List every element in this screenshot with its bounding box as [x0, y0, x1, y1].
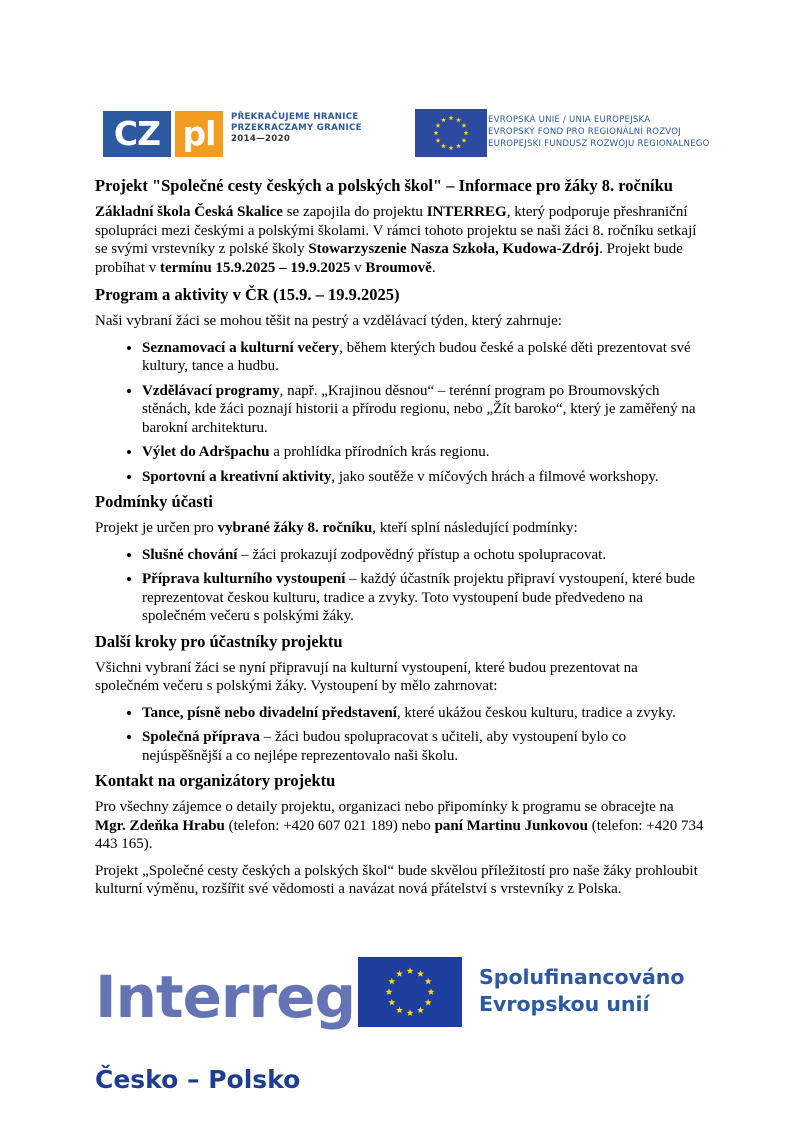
- program-list: [95, 339, 705, 487]
- program-lead: Naši vybraní žáci se mohou těšit na pestrý a vzdělávací týden, který zahrnuje:: [95, 313, 562, 329]
- conditions-heading: Podmínky účasti: [95, 492, 213, 511]
- czpl-line-cz: PŘEKRAČUJEME HRANICE: [231, 112, 359, 122]
- intro-paragraph: [95, 203, 705, 277]
- eu-cofinanced-text: [479, 964, 684, 1018]
- interreg-logo: Interreg: [95, 963, 355, 1031]
- conditions-lead-text-2: , kteří splní následující podmínky:: [372, 520, 578, 536]
- closing-paragraph: Projekt „Společné cesty českých a polských škol“ bude skvělou příležitostí pro naše žáky prohloubit kulturní výměnu, rozšířit své vědomosti a navázat nová přátelství s vrstevníky z Polska.: [95, 862, 698, 897]
- eu-flag-footer-icon: [358, 957, 462, 1027]
- czpl-line-pl: PRZEKRACZAMY GRANICE: [231, 123, 362, 133]
- list-item-text: a prohlídka přírodních krás regionu.: [269, 444, 490, 460]
- list-item: [142, 704, 705, 723]
- czpl-logo: [103, 111, 223, 157]
- list-item-text: , např. „Krajinou děsnou“ – terénní program po Broumovských stěnách, kde žáci poznají historii a přírodu regionu, nebo „Žít baroko“, který je zaměřený na barokní architekturu.: [142, 382, 696, 436]
- list-item: [142, 570, 705, 626]
- list-item: [142, 468, 705, 487]
- eu-line-3: EUROPEJSKI FUNDUSZ ROZWOJU REGIONALNEGO: [488, 139, 710, 149]
- document-body: [95, 176, 705, 907]
- list-item: [142, 546, 705, 565]
- list-item: [142, 443, 705, 462]
- list-item-bold: Slušné chování: [142, 546, 238, 563]
- school-name: Základní škola Česká Skalice: [95, 204, 283, 220]
- intro-text-1: se zapojila do projektu: [282, 204, 427, 220]
- header-logos: [103, 108, 763, 160]
- cz-logo-block: CZ: [103, 111, 171, 157]
- project-dates: termínu 15.9.2025 – 19.9.2025: [160, 259, 351, 276]
- program-heading: Program a aktivity v ČR (15.9. – 19.9.2025): [95, 285, 400, 304]
- pl-logo-block: pl: [175, 111, 223, 157]
- intro-text-3: . Projekt bude probíhat v: [95, 241, 683, 276]
- project-location: Broumově: [365, 259, 432, 276]
- list-item-text: – každý účastník projektu připraví vystoupení, které bude reprezentovat českou kulturu, tradice a zvyky. Toto vystoupení bude předvedeno na společném večeru s polskými žáky.: [142, 571, 695, 624]
- list-item-text: , které ukážou českou kulturu, tradice a zvyky.: [396, 704, 676, 721]
- eu-line-2: EVROPSKÝ FOND PRO REGIONÁLNÍ ROZVOJ: [488, 127, 681, 137]
- list-item-text: – žáci prokazují zodpovědný přístup a ochotu spolupracovat.: [237, 546, 607, 563]
- contact-text-1: Pro všechny zájemce o detaily projektu, organizaci nebo připomínky k programu se obracejte na: [95, 799, 674, 815]
- region-name: Česko – Polsko: [95, 1065, 301, 1094]
- eu-cofinanced-line-2: Evropskou unií: [479, 992, 650, 1016]
- list-item: [142, 382, 705, 438]
- intro-text-5: .: [431, 259, 436, 276]
- czpl-program-text: [231, 112, 362, 145]
- next-steps-heading: Další kroky pro účastníky projektu: [95, 631, 343, 651]
- eu-flag-icon: [415, 109, 487, 157]
- intro-text-2: , který podporuje přeshraniční spolupráci mezi českými a polskými školami. V rámci tohoto projektu se naši žáci 8. ročníku setkají se svými vrstevníky z polské školy: [95, 204, 697, 257]
- list-item-bold: Společná příprava: [142, 729, 260, 745]
- next-steps-lead: Všichni vybraní žáci se nyní připravují na kulturní vystoupení, které budou prezentovat na společném večeru s polskými žáky. Vystoupení by mělo zahrnovat:: [95, 659, 638, 694]
- intro-interreg: INTERREG: [426, 204, 507, 220]
- conditions-list: [95, 546, 705, 626]
- page-title: Projekt "Společné cesty českých a polských škol" – Informace pro žáky 8. ročníku: [95, 176, 673, 195]
- contact-text-2: (telefon: +420 607 021 189) nebo: [224, 817, 435, 834]
- list-item-bold: Vzdělávací programy: [142, 382, 280, 399]
- list-item-bold: Tance, písně nebo divadelní představení: [142, 704, 397, 721]
- list-item: [142, 339, 705, 376]
- conditions-lead: [95, 519, 705, 538]
- list-item-bold: Sportovní a kreativní aktivity: [142, 468, 332, 485]
- list-item-bold: Výlet do Adršpachu: [142, 444, 270, 460]
- czpl-years: 2014—2020: [231, 134, 291, 144]
- conditions-target: vybrané žáky 8. ročníku: [217, 520, 373, 536]
- contact-person-1: Mgr. Zdeňka Hrabu: [95, 817, 225, 834]
- contact-text-3: (telefon: +420 734 443 165).: [95, 817, 704, 852]
- list-item-bold: Seznamovací a kulturní večery: [142, 339, 340, 356]
- eu-fund-text: [488, 114, 710, 150]
- contact-person-2: paní Martinu Junkovou: [434, 817, 588, 834]
- next-steps-list: [95, 704, 705, 766]
- partner-school: Stowarzyszenie Nasza Szkoła, Kudowa-Zdrój: [308, 241, 600, 257]
- contact-paragraph: [95, 798, 705, 854]
- intro-text-4: v: [350, 259, 366, 276]
- eu-cofinanced-line-1: Spolufinancováno: [479, 965, 685, 989]
- contact-heading: Kontakt na organizátory projektu: [95, 771, 336, 790]
- list-item-text: , jako soutěže v míčových hrách a filmové workshopy.: [331, 468, 659, 485]
- list-item-text: , během kterých budou české a polské děti prezentovat své kultury, tance a hudbu.: [142, 339, 691, 374]
- list-item-text: – žáci budou spolupracovat s učiteli, aby vystoupení bylo co nejúspěšnější a co nejlépe reprezentovalo naši školu.: [142, 729, 627, 764]
- list-item: [142, 728, 705, 765]
- list-item-bold: Příprava kulturního vystoupení: [142, 571, 346, 587]
- conditions-lead-text-1: Projekt je určen pro: [95, 520, 218, 536]
- eu-line-1: EVROPSKÁ UNIE / UNIA EUROPEJSKA: [488, 115, 651, 125]
